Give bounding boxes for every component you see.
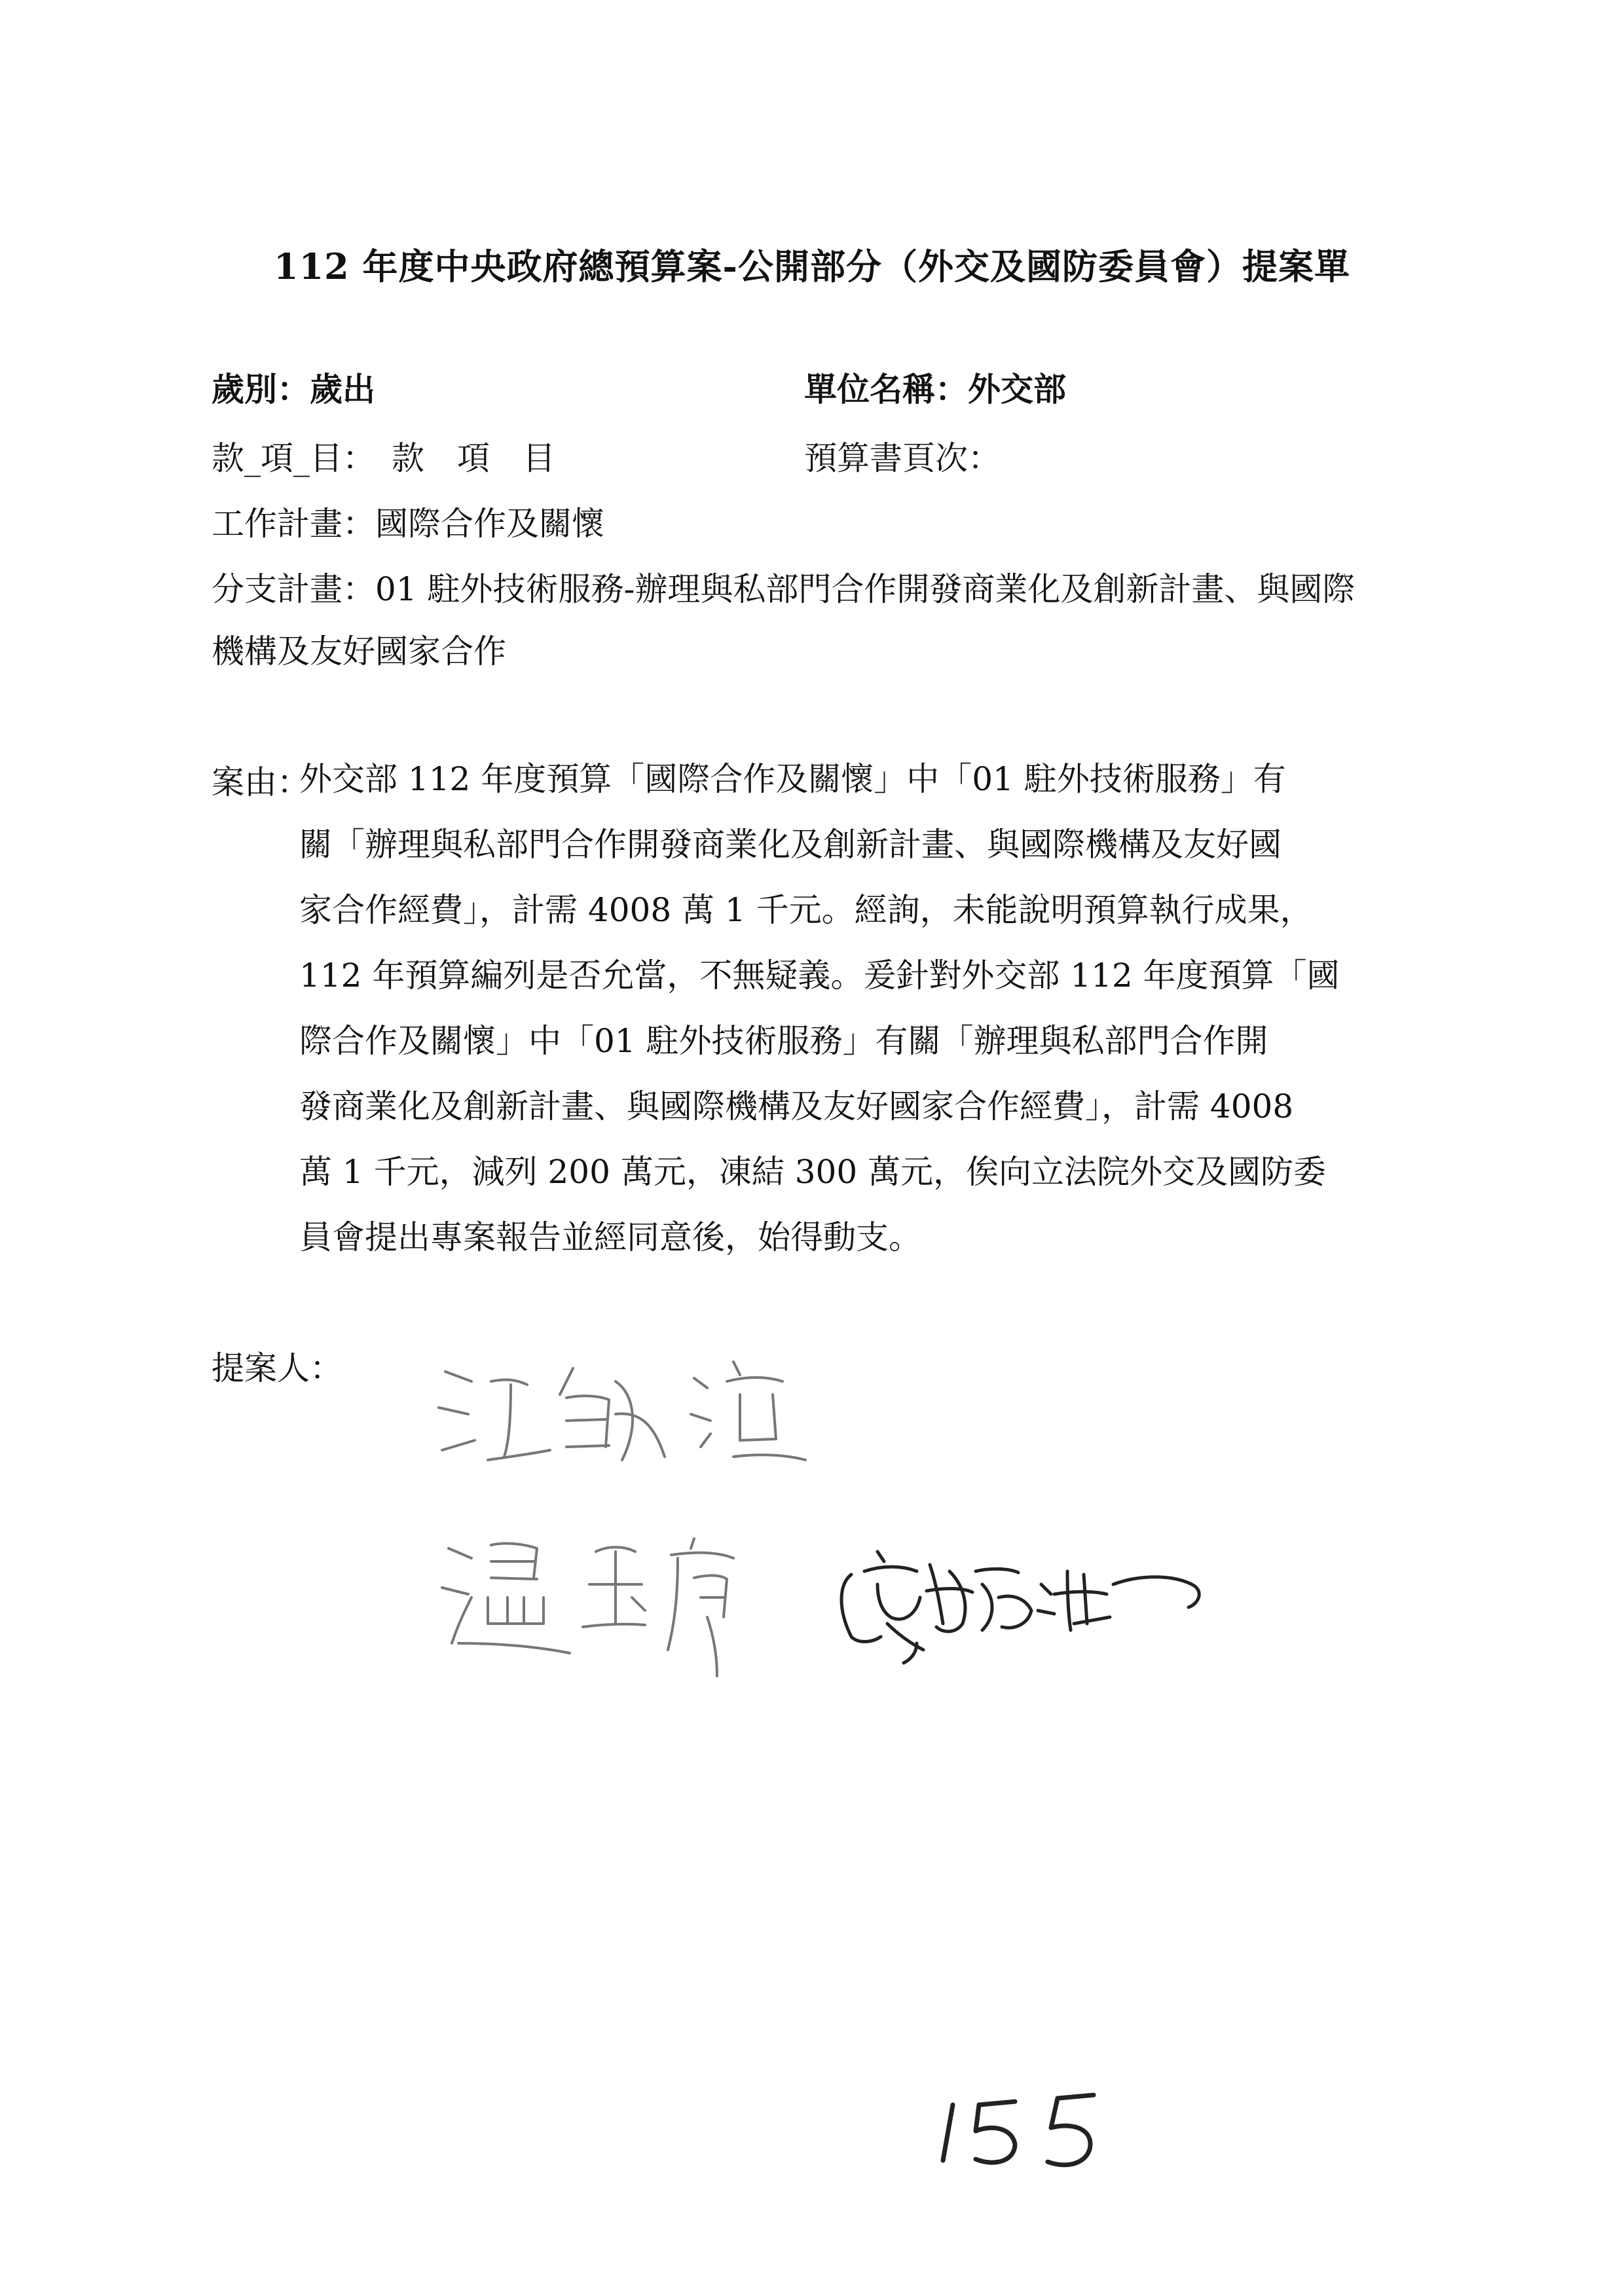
category-field: 歲別：歲出 xyxy=(212,370,375,409)
item-field: 款_項_目： 款 項 目 xyxy=(212,439,555,477)
reason-line: 外交部 112 年度預算「國際合作及關懷」中「01 駐外技術服務」有 xyxy=(299,760,1286,798)
handwritten-page-number xyxy=(930,2075,1126,2180)
reason-line: 112 年預算編列是否允當，不無疑義。爰針對外交部 112 年度預算「國 xyxy=(299,957,1340,994)
reason-line: 發商業化及創新計畫、與國際機構及友好國家合作經費」，計需 4008 xyxy=(299,1087,1294,1125)
reason-line: 員會提出專案報告並經同意後，始得動支。 xyxy=(299,1218,921,1256)
handwritten-signatures xyxy=(419,1336,1310,1728)
reason-body xyxy=(299,756,1340,1280)
sub-plan-field-line-1: 分支計畫：01 駐外技術服務-辦理與私部門合作開發商業化及創新計畫、與國際 xyxy=(212,570,1356,608)
reason-line: 關「辦理與私部門合作開發商業化及創新計畫、與國際機構及友好國 xyxy=(299,826,1282,864)
sub-plan-field-line-2: 機構及友好國家合作 xyxy=(212,632,506,670)
reason-label: 案由： xyxy=(212,763,310,801)
unit-name-field: 單位名稱：外交部 xyxy=(804,370,1066,409)
document-title: 112 年度中央政府總預算案-公開部分（外交及國防委員會）提案單 xyxy=(274,246,1350,287)
signature-1 xyxy=(439,1362,805,1460)
work-plan-field: 工作計畫：國際合作及關懷 xyxy=(212,505,604,543)
signature-2 xyxy=(442,1539,733,1676)
signature-3 xyxy=(841,1552,1199,1663)
proposer-label: 提案人： xyxy=(212,1349,342,1387)
reason-line: 家合作經費」，計需 4008 萬 1 千元。經詢，未能說明預算執行成果， xyxy=(299,891,1313,929)
reason-line: 萬 1 千元，減列 200 萬元，凍結 300 萬元，俟向立法院外交及國防委 xyxy=(299,1153,1327,1191)
budget-page-field: 預算書頁次： xyxy=(804,439,1001,477)
reason-line: 際合作及關懷」中「01 駐外技術服務」有關「辦理與私部門合作開 xyxy=(299,1022,1268,1060)
